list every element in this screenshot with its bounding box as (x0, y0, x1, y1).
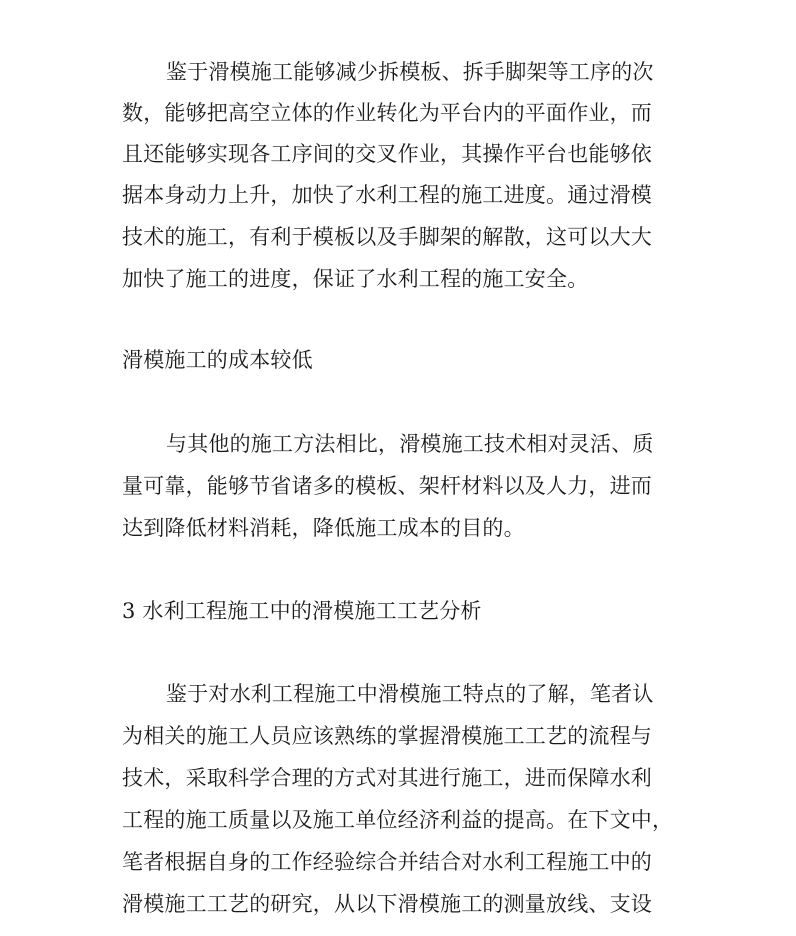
paragraph-3-line-3: 技术，采取科学合理的方式对其进行施工，进而保障水利 (122, 766, 652, 790)
paragraph-2-line-1: 与其他的施工方法相比，滑模施工技术相对灵活、质 (166, 432, 654, 456)
paragraph-1-line-2: 数，能够把高空立体的作业转化为平台内的平面作业，而 (122, 101, 652, 125)
paragraph-3-line-4: 工程的施工质量以及施工单位经济利益的提高。在下文中， (122, 808, 674, 832)
paragraph-1-line-5: 技术的施工，有利于模板以及手脚架的解散，这可以大大 (122, 225, 652, 249)
paragraph-1-line-4: 据本身动力上升，加快了水利工程的施工进度。通过滑模 (122, 183, 652, 207)
paragraph-1-line-3: 且还能够实现各工序间的交叉作业，其操作平台也能够依 (122, 142, 652, 166)
paragraph-1-line-1: 鉴于滑模施工能够减少拆模板、拆手脚架等工序的次 (166, 60, 654, 84)
paragraph-2-line-2: 量可靠，能够节省诸多的模板、架杆材料以及人力，进而 (122, 474, 652, 498)
paragraph-3-line-6: 滑模施工工艺的研究，从以下滑模施工的测量放线、支设 (122, 892, 652, 916)
paragraph-1-line-6: 加快了施工的进度，保证了水利工程的施工安全。 (122, 267, 589, 291)
paragraph-2-line-3: 达到降低材料消耗，降低施工成本的目的。 (122, 516, 525, 540)
section-heading-cost: 滑模施工的成本较低 (122, 348, 313, 372)
paragraph-3-line-2: 为相关的施工人员应该熟练的掌握滑模施工工艺的流程与 (122, 724, 652, 748)
paragraph-3-line-1: 鉴于对水利工程施工中滑模施工特点的了解，笔者认 (166, 682, 654, 706)
section-heading-3: 3 水利工程施工中的滑模施工工艺分析 (122, 599, 482, 623)
paragraph-3-line-5: 笔者根据自身的工作经验综合并结合对水利工程施工中的 (122, 850, 652, 874)
